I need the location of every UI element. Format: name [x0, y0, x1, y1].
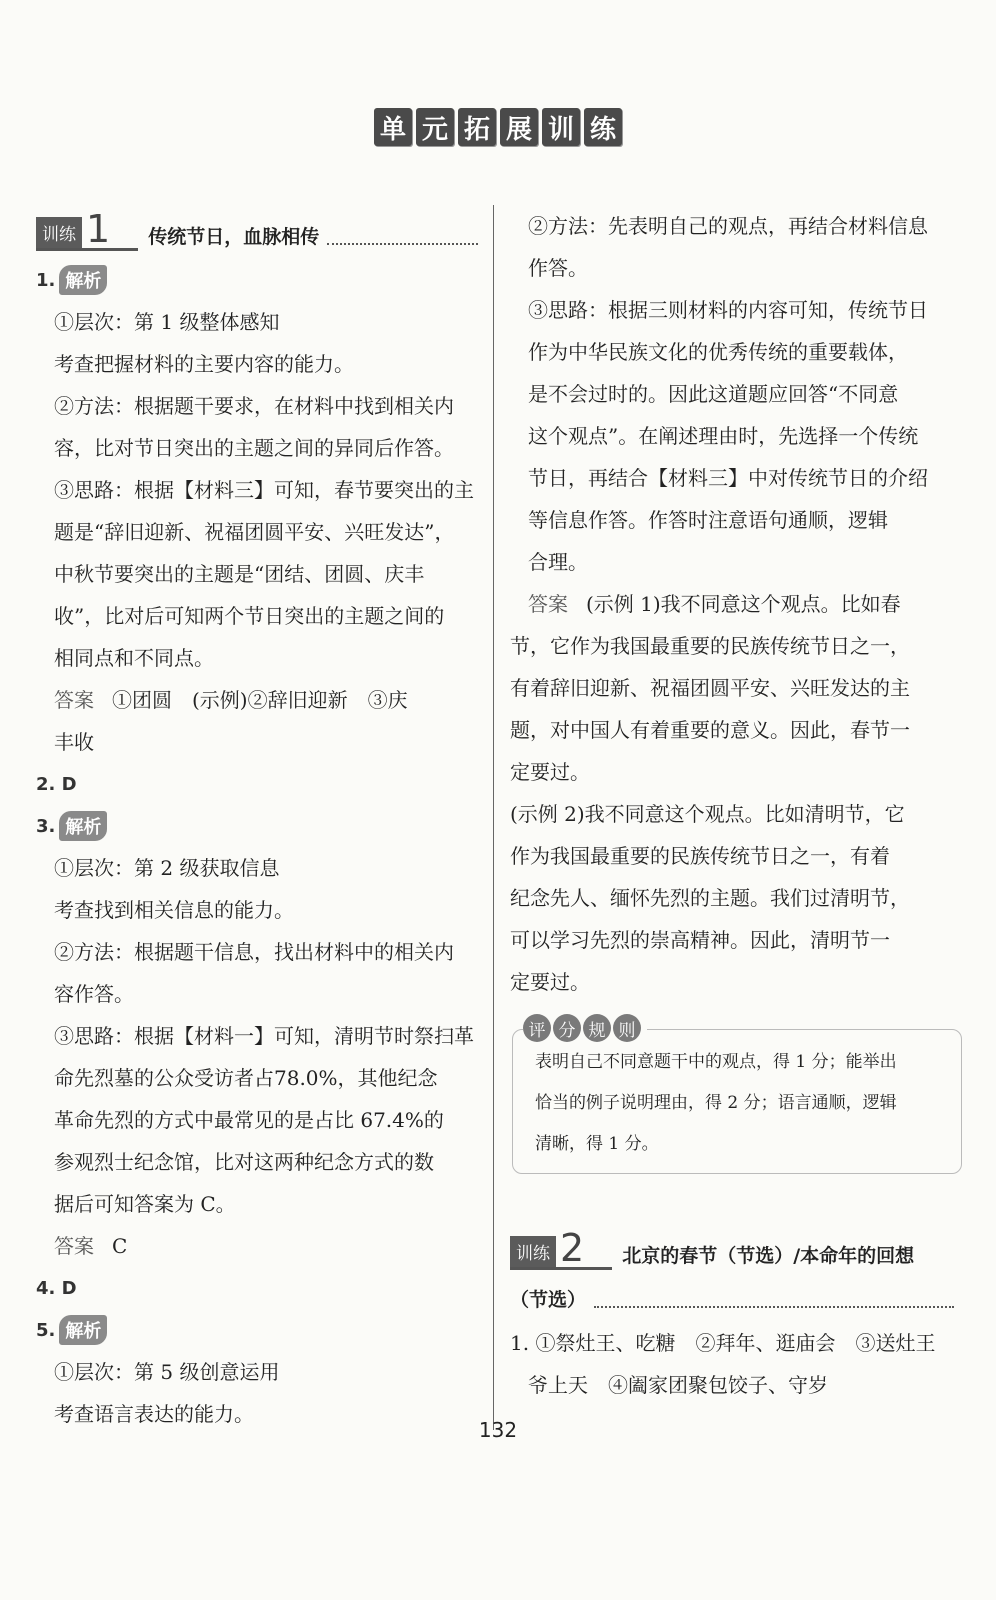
- analysis-line: ①层次：第 1 级整体感知: [54, 310, 280, 334]
- analysis-line: ③思路：根据【材料三】可知，春节要突出的主: [54, 478, 474, 502]
- rubric-line: 表明自己不同意题干中的观点，得 1 分；能举出: [535, 1052, 897, 1072]
- answer-line: 可以学习先烈的崇高精神。因此，清明节一: [510, 928, 890, 952]
- analysis-line: 题是“辞旧迎新、祝福团圆平安、兴旺发达”，: [54, 520, 455, 544]
- section-number: 2: [560, 1226, 585, 1270]
- answer-line: 丰收: [54, 730, 94, 754]
- answer-line: 答案 (示例 1)我不同意这个观点。比如春: [528, 592, 901, 616]
- rubric-line: 恰当的例子说明理由，得 2 分；语言通顺，逻辑: [535, 1093, 897, 1113]
- analysis-line: 考查把握材料的主要内容的能力。: [54, 352, 354, 376]
- analysis-line: 考查语言表达的能力。: [54, 1402, 254, 1426]
- analysis-line: ②方法：根据题干信息，找出材料中的相关内: [54, 940, 454, 964]
- analysis-line: ③思路：根据【材料一】可知，清明节时祭扫革: [54, 1024, 474, 1048]
- answer-line: 题，对中国人有着重要的意义。因此，春节一: [510, 718, 910, 742]
- analysis-line: 容，比对节日突出的主题之间的异同后作答。: [54, 436, 454, 460]
- analysis-line: 这个观点”。在阐述理由时，先选择一个传统: [528, 424, 919, 448]
- answer-line: 节，它作为我国最重要的民族传统节日之一，: [510, 634, 910, 658]
- section-title: 北京的春节（节选）/本命年的回想: [622, 1245, 915, 1267]
- header-char: 元: [416, 108, 454, 146]
- analysis-line: 收”，比对后可知两个节日突出的主题之间的: [54, 604, 445, 628]
- rubric-heading: 评 分 规 则: [523, 1014, 647, 1042]
- analysis-line: 作为中华民族文化的优秀传统的重要载体，: [528, 340, 908, 364]
- header-char: 单: [374, 108, 412, 146]
- answer-line: 定要过。: [510, 760, 590, 784]
- question-1-header: 1. 解析: [36, 259, 484, 301]
- header-char: 练: [584, 108, 622, 146]
- analysis-line: ①层次：第 5 级创意运用: [54, 1360, 280, 1384]
- answer-line: 答案 ①团圆 (示例)②辞旧迎新 ③庆: [54, 688, 408, 712]
- analysis-line: 等信息作答。作答时注意语句通顺，逻辑: [528, 508, 888, 532]
- answer-line: 有着辞旧迎新、祝福团圆平安、兴旺发达的主: [510, 676, 910, 700]
- right-column: [510, 205, 960, 1406]
- page-header: [0, 108, 996, 146]
- analysis-line: 作答。: [528, 256, 588, 280]
- page-number: 132: [478, 1418, 518, 1442]
- answer-line: 答案 C: [54, 1234, 128, 1258]
- analysis-line: 是不会过时的。因此这道题应回答“不同意: [528, 382, 899, 406]
- header-char: 训: [542, 108, 580, 146]
- question-3-header: 3. 解析: [36, 805, 484, 847]
- analysis-badge: 解析: [59, 1315, 107, 1345]
- analysis-line: 考查找到相关信息的能力。: [54, 898, 294, 922]
- answer-line: 爷上天 ④阖家团聚包饺子、守岁: [528, 1373, 828, 1397]
- analysis-line: 相同点和不同点。: [54, 646, 214, 670]
- analysis-line: 容作答。: [54, 982, 134, 1006]
- answer-line: 1. ①祭灶王、吃糖 ②拜年、逛庙会 ③送灶王: [510, 1331, 936, 1355]
- analysis-line: 中秋节要突出的主题是“团结、团圆、庆丰: [54, 562, 425, 586]
- answer-label: 答案: [54, 688, 94, 712]
- section-tag: 训练: [36, 217, 82, 248]
- section-2-heading: [510, 1224, 960, 1270]
- column-divider: [493, 205, 494, 1430]
- section-title-cont: （节选）: [510, 1289, 587, 1311]
- section-1-heading: [36, 205, 484, 251]
- section-title: 传统节日，血脉相传: [148, 226, 320, 248]
- analysis-line: ③思路：根据三则材料的内容可知，传统节日: [528, 298, 928, 322]
- analysis-line: 参观烈士纪念馆，比对这两种纪念方式的数: [54, 1150, 434, 1174]
- analysis-badge: 解析: [59, 265, 107, 295]
- answer-line: (示例 2)我不同意这个观点。比如清明节，它: [510, 802, 905, 826]
- dotted-leader: [594, 1306, 954, 1308]
- analysis-badge: 解析: [59, 811, 107, 841]
- dotted-leader: [327, 243, 478, 245]
- question-2: 2. D: [36, 773, 77, 795]
- analysis-line: ②方法：先表明自己的观点，再结合材料信息: [528, 214, 928, 238]
- rubric-line: 清晰，得 1 分。: [535, 1134, 659, 1154]
- header-char: 拓: [458, 108, 496, 146]
- section-tag: 训练: [510, 1236, 556, 1267]
- analysis-line: ②方法：根据题干要求，在材料中找到相关内: [54, 394, 454, 418]
- answer-line: 定要过。: [510, 970, 590, 994]
- section-2-heading-cont: [510, 1278, 960, 1314]
- section-number: 1: [86, 207, 111, 251]
- answer-label: 答案: [528, 592, 568, 616]
- header-char: 展: [500, 108, 538, 146]
- analysis-line: ①层次：第 2 级获取信息: [54, 856, 280, 880]
- answer-line: 作为我国最重要的民族传统节日之一，有着: [510, 844, 890, 868]
- question-4: 4. D: [36, 1277, 77, 1299]
- answer-line: 纪念先人、缅怀先烈的主题。我们过清明节，: [510, 886, 910, 910]
- analysis-line: 据后可知答案为 C。: [54, 1192, 236, 1216]
- analysis-line: 命先烈墓的公众受访者占78.0%，其他纪念: [54, 1066, 438, 1090]
- analysis-line: 革命先烈的方式中最常见的是占比 67.4%的: [54, 1108, 444, 1132]
- analysis-line: 节日，再结合【材料三】中对传统节日的介绍: [528, 466, 928, 490]
- question-5-header: 5. 解析: [36, 1309, 484, 1351]
- scoring-rubric-box: [512, 1020, 962, 1174]
- left-column: [36, 205, 484, 1435]
- answer-label: 答案: [54, 1234, 94, 1258]
- analysis-line: 合理。: [528, 550, 588, 574]
